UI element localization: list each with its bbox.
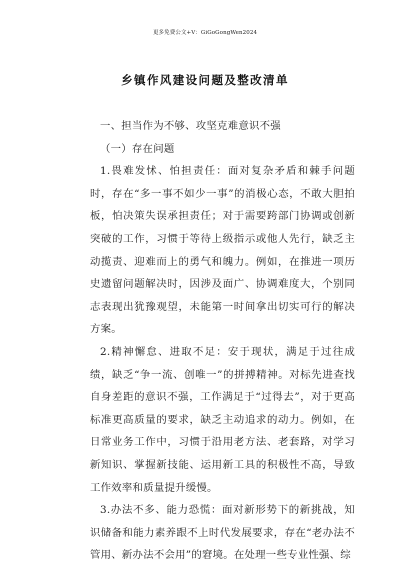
paragraph: 1.畏难发怵、怕担责任：面对复杂矛盾和棘手问题时，存在“多一事不如少一事”的消极心态，不敢大胆拍板，怕决策失误承担责任；对于需要跨部门协调或创新突破的工作，习惯于等待上级指示或他人先行，缺乏主动揽责、迎难而上的勇气和魄力。例如，在推进一项历史遗留问题解决时，因涉及面广、协调难度大，个别同志表现出犹豫观望，未能第一时间拿出切实可行的解决方案。 <box>90 165 355 336</box>
header-note: 更多免费公文+V：GiGoGongWen2024 <box>152 30 258 36</box>
document-title: 乡镇作风建设问题及整改清单 <box>121 73 289 87</box>
document-body <box>90 115 355 567</box>
paragraph: 3.办法不多、能力恐慌：面对新形势下的新挑战，知识储备和能力素养跟不上时代发展要求，存在“老办法不管用、新办法不会用”的窘境。在处理一些专业性强、综 <box>90 504 355 562</box>
section-heading: 一、担当作为不够、攻坚克难意识不强 <box>100 120 281 132</box>
paragraph: 2.精神懈怠、进取不足：安于现状，满足于过往成绩，缺乏“争一流、创唯一”的拼搏精神。对标先进查找自身差距的意识不强，工作满足于“过得去”，对于更高标准更高质量的要求，缺乏主动追求的动力。例如，在日常业务工作中，习惯于沿用老方法、老套路，对学习新知识、掌握新技能、运用新工具的积极性不高，导致工作效率和质量提升缓慢。 <box>90 345 355 494</box>
subsection-heading: （一）存在问题 <box>100 142 175 155</box>
